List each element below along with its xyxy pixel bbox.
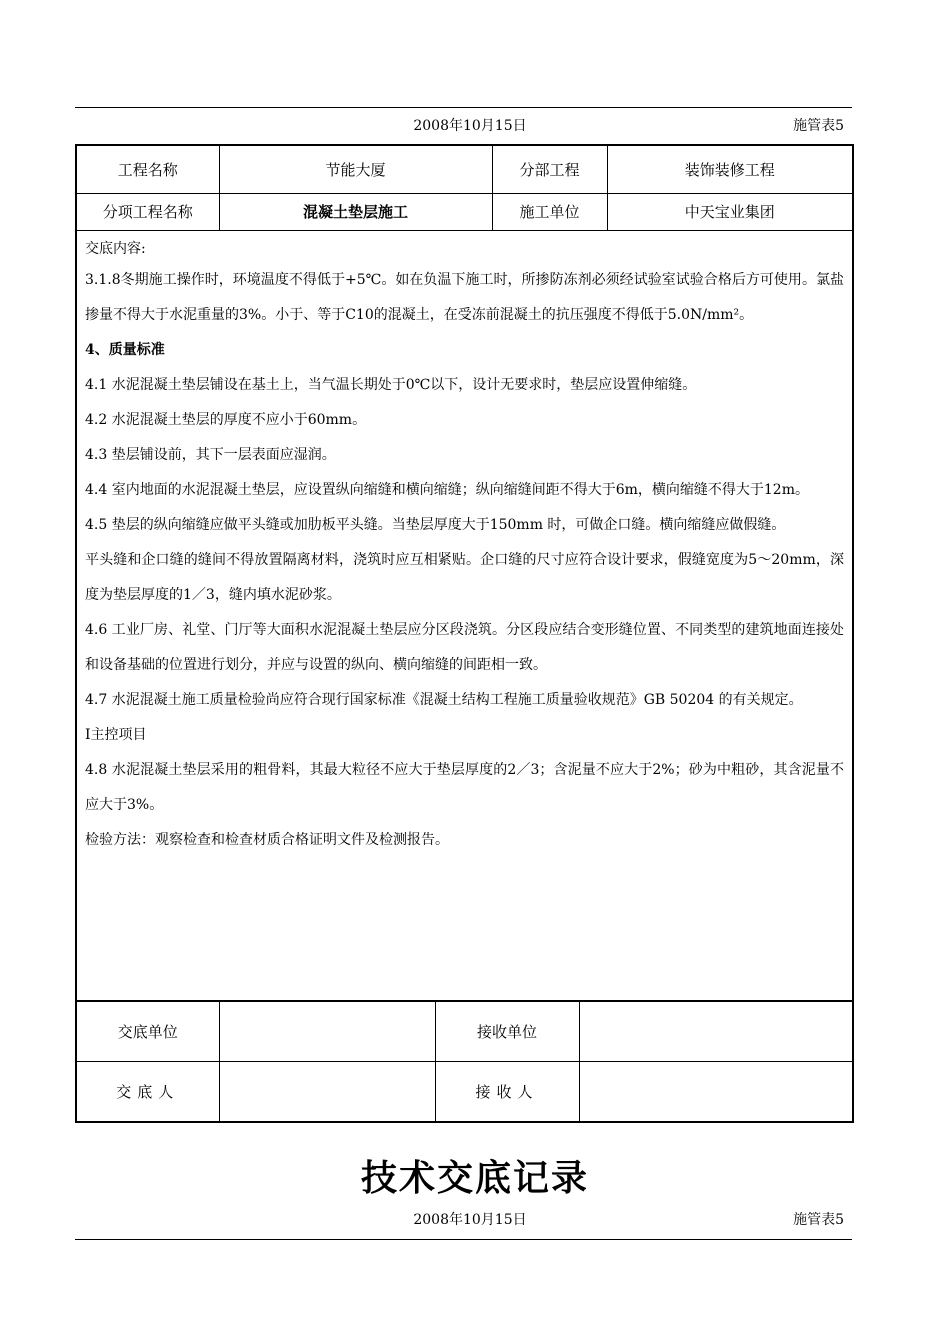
contractor-label: 施工单位 xyxy=(492,193,607,230)
content-paragraph: 4.7 水泥混凝土施工质量检验尚应符合现行国家标准《混凝土结构工程施工质量验收规范》GB 50204 的有关规定。 xyxy=(85,691,803,708)
project-name: 节能大厦 xyxy=(219,145,492,193)
subitem-label: 分项工程名称 xyxy=(76,193,219,230)
division-value: 装饰装修工程 xyxy=(607,145,853,193)
receiver-unit-field[interactable] xyxy=(579,1001,853,1061)
top-rule xyxy=(75,107,852,108)
issuer-field[interactable] xyxy=(219,1061,435,1122)
content-paragraph: 4.6 工业厂房、礼堂、门厅等大面积水泥混凝土垫层应分区段浇筑。分区段应结合变形缝位置、不同类型的建筑地面连接处和设备基础的位置进行划分，并应与设置的纵向、横向缩缝的间距相一致。 xyxy=(85,621,844,673)
bottom-rule xyxy=(75,1239,852,1240)
content-label: 交底内容: xyxy=(85,240,146,257)
project-name-label: 工程名称 xyxy=(76,145,219,193)
next-record-date: 2008年10月15日 xyxy=(413,1212,527,1228)
signoff-table xyxy=(75,1000,854,1123)
content-paragraph: 4.2 水泥混凝土垫层的厚度不应小于60mm。 xyxy=(85,411,367,428)
content-paragraph: 平头缝和企口缝的缝间不得放置隔离材料，浇筑时应互相紧贴。企口缝的尺寸应符合设计要求，假缝宽度为5～20mm，深度为垫层厚度的1／3，缝内填水泥砂浆。 xyxy=(85,551,844,603)
contractor-value: 中天宝业集团 xyxy=(607,193,853,230)
receiver-label: 接收人 xyxy=(435,1061,579,1122)
disclosure-content xyxy=(76,230,853,1001)
content-paragraph: 4.1 水泥混凝土垫层铺设在基土上，当气温长期处于0℃以下，设计无要求时，垫层应设置伸缩缝。 xyxy=(85,376,697,393)
content-paragraph: 4.8 水泥混凝土垫层采用的粗骨料，其最大粒径不应大于垫层厚度的2／3；含泥量不应大于2%；砂为中粗砂，其含泥量不应大于3%。 xyxy=(85,761,844,813)
subitem-value: 混凝土垫层施工 xyxy=(219,193,492,230)
disclosure-form xyxy=(75,144,854,1002)
content-paragraph: Ⅰ主控项目 xyxy=(85,726,147,743)
content-paragraph: 3.1.8冬期施工操作时，环境温度不得低于+5℃。如在负温下施工时，所掺防冻剂必须经试验室试验合格后方可使用。氯盐掺量不得大于水泥重量的3%。小于、等于C10的混凝土，在受冻前混凝土的抗压强度不得低于5.0N/mm²。 xyxy=(85,271,844,323)
issuer-unit-label: 交底单位 xyxy=(76,1001,219,1061)
issuer-label: 交底人 xyxy=(76,1061,219,1122)
next-form-number: 施管表5 xyxy=(793,1212,844,1228)
content-paragraph: 检验方法：观察检查和检查材质合格证明文件及检测报告。 xyxy=(85,831,449,848)
issuer-unit-field[interactable] xyxy=(219,1001,435,1061)
content-paragraph: 4.4 室内地面的水泥混凝土垫层，应设置纵向缩缝和横向缩缝；纵向缩缝间距不得大于6m，横向缩缝不得大于12m。 xyxy=(85,481,809,498)
receiver-unit-label: 接收单位 xyxy=(435,1001,579,1061)
receiver-field[interactable] xyxy=(579,1061,853,1122)
section-heading: 4、质量标准 xyxy=(85,341,165,358)
content-paragraph: 4.3 垫层铺设前，其下一层表面应湿润。 xyxy=(85,446,336,463)
content-paragraph: 4.5 垫层的纵向缩缝应做平头缝或加肋板平头缝。当垫层厚度大于150mm 时，可做企口缝。横向缩缝应做假缝。 xyxy=(85,516,786,533)
record-date: 2008年10月15日 xyxy=(413,118,527,134)
division-label: 分部工程 xyxy=(492,145,607,193)
form-number: 施管表5 xyxy=(793,118,844,134)
page-title: 技术交底记录 xyxy=(360,1158,589,1199)
